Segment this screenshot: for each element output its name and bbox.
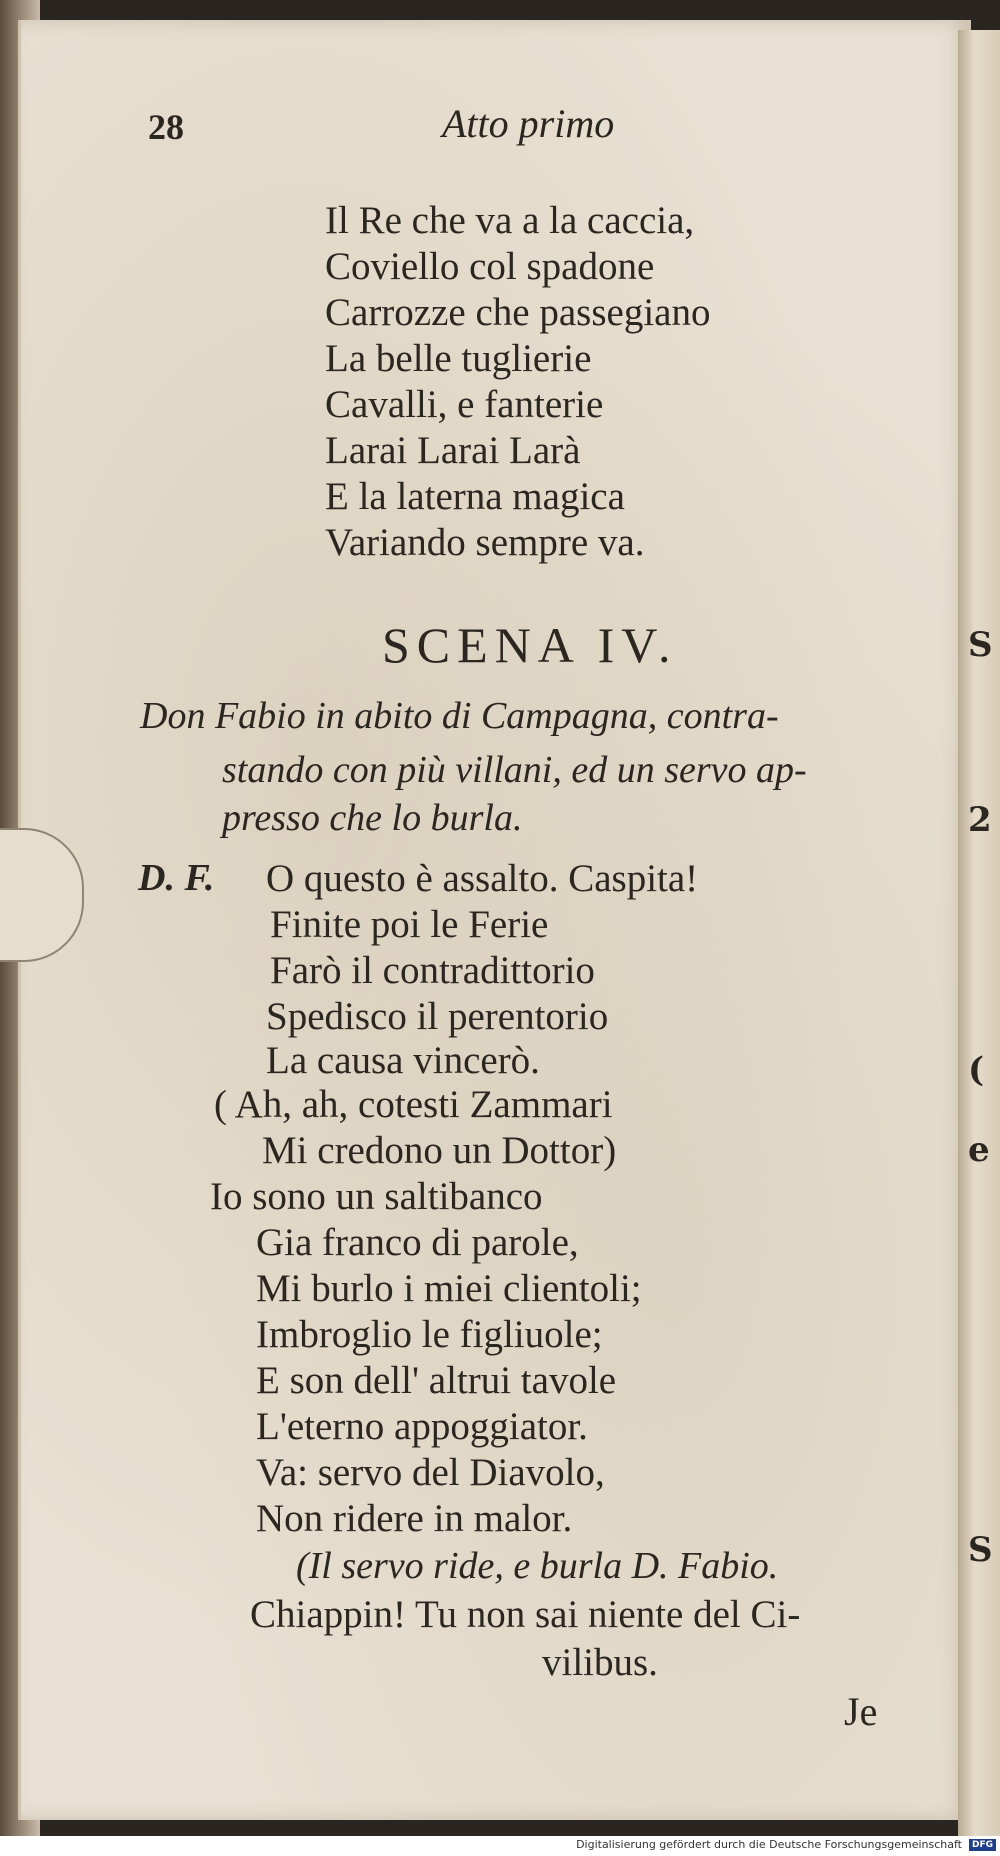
aside-direction: (Il servo ride, e burla D. Fabio.: [296, 1545, 779, 1587]
speech-line: Imbroglio le figliuole;: [256, 1313, 603, 1356]
speech-line: Mi credono un Dottor): [262, 1129, 617, 1172]
next-page-letter: e: [968, 1130, 990, 1170]
verse-line: La belle tuglierie: [325, 337, 592, 380]
verse-line: Variando sempre va.: [325, 521, 645, 564]
speech-line: Gia franco di parole,: [256, 1221, 579, 1264]
speech-line: vilibus.: [542, 1641, 658, 1684]
verse-line: Il Re che va a la caccia,: [325, 199, 695, 242]
stage-direction-line: Don Fabio in abito di Campagna, contra-: [140, 695, 779, 737]
stage-direction-line: presso che lo burla.: [222, 797, 523, 839]
next-page-letter: (: [968, 1050, 985, 1090]
speech-line: Spedisco il perentorio: [266, 995, 609, 1038]
speaker-label: D. F.: [138, 857, 215, 899]
page-number: 28: [148, 107, 184, 147]
speech-line: L'eterno appoggiator.: [256, 1405, 588, 1448]
speech-line: Va: servo del Diavolo,: [256, 1451, 605, 1494]
next-page-letter: 2: [968, 800, 992, 840]
verse-line: E la laterna magica: [325, 475, 625, 518]
verse-line: Larai Larai Larà: [325, 429, 581, 472]
verse-line: Cavalli, e fanterie: [325, 383, 604, 426]
stage-direction-line: stando con più villani, ed un servo ap-: [222, 749, 807, 791]
catchword: Je: [844, 1689, 878, 1734]
dfg-logo: DFG: [969, 1839, 996, 1851]
next-page-edge: [958, 30, 1000, 1840]
speech-line: Mi burlo i miei clientoli;: [256, 1267, 642, 1310]
footer-bar: [0, 1836, 1000, 1856]
footer-credit: Digitalisierung gefördert durch die Deutsche Forschungsgemeinschaft: [576, 1838, 962, 1851]
verse-line: Coviello col spadone: [325, 245, 655, 288]
speech-line: Finite poi le Ferie: [270, 903, 549, 946]
next-page-letter: S: [968, 625, 993, 665]
speech-line: Non ridere in malor.: [256, 1497, 573, 1540]
speech-line: Io sono un saltibanco: [210, 1175, 543, 1218]
speech-line: O questo è assalto. Caspita!: [266, 857, 699, 900]
next-page-letter: S: [968, 1530, 993, 1570]
speech-line: Chiappin! Tu non sai niente del Ci-: [250, 1593, 801, 1636]
running-head: Atto primo: [442, 101, 615, 146]
speech-line: La causa vincerò.: [266, 1039, 540, 1082]
speech-line: E son dell' altrui tavole: [256, 1359, 617, 1402]
verse-line: Carrozze che passegiano: [325, 291, 711, 334]
speech-line: ( Ah, ah, cotesti Zammari: [214, 1083, 613, 1126]
scene-title: SCENA IV.: [382, 617, 678, 673]
speech-line: Farò il contradittorio: [270, 949, 595, 992]
